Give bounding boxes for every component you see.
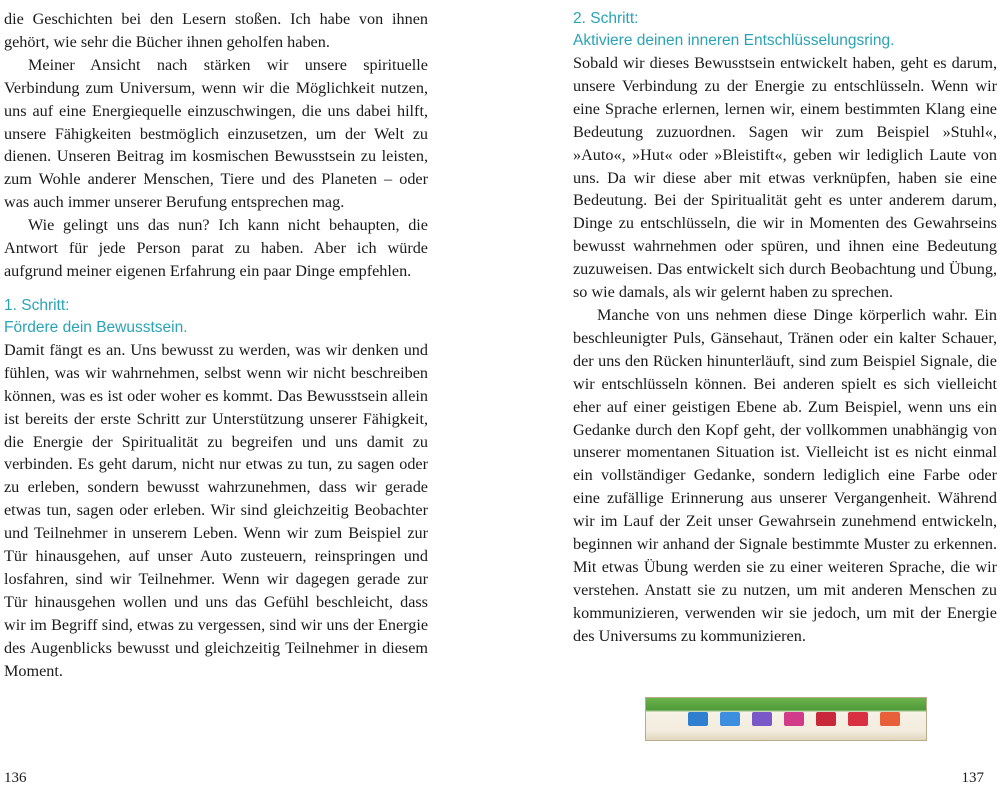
color-swatch [848, 712, 868, 726]
left-paragraph-1: Meiner Ansicht nach stärken wir unsere spirituelle Verbindung zum Universum, wenn wir die Möglichkeit nutzen, uns auf eine Energiequelle einzuschwingen, die uns dabei hilft, unsere Fähigkeiten bestmöglich einzusetzen, um der Welt zu dienen. Unseren Beitrag im kosmischen Bewusstsein zu leisten, zum Wohle anderer Menschen, Tiere und des Planeten – oder was auch immer unserer Berufung entsprechen mag. [4, 55, 428, 212]
step2-label: 2. Schritt: [573, 10, 639, 27]
color-swatch [752, 712, 772, 726]
step2-body: Sobald wir dieses Bewusstsein entwickelt haben, geht es darum, unsere Verbindung zu der Energie zu entschlüsseln. Wenn wir eine Sprache erlernen, lernen wir, einem bestimmten Klang eine Bedeutung zuzuordnen. Sagen wir zum Beispiel »Stuhl«, »Auto«, »Hut« oder »Bleistift«, geben wir lediglich Laute von uns. Da wir diese aber mit etwas verknüpfen, haben sie eine Bedeutung. Bei der Spiritualität geht es unter anderem darum, Dinge zu entschlüsseln, die wir in Momenten des Gewahrseins bewusst wahrnehmen oder spüren, und ihnen eine Bedeutung zuzuweisen. Das entwickelt sich durch Beobachtung und Übung, so wie damals, als wir gelernt haben zu sprechen. [573, 54, 997, 302]
right-paragraph-2: Manche von uns nehmen diese Dinge körperlich wahr. Ein beschleunigter Puls, Gänsehaut, Tränen oder ein kalter Schauer, der uns den Rücken hinunterläuft, sind zum Beispiel Signale, die wir entschlüsseln können. Bei anderen spielt es sich vielleicht eher auf einer geistigen Ebene ab. Zum Beispiel, wenn uns ein Gedanke durch den Kopf geht, der vollkommen unabhängig von unserer momentanen Situation ist. Vielleicht ist es nicht einmal ein vollständiger Gedanke, sondern lediglich eine Farbe oder eine zufällige Erinnerung aus unserer Vergangenheit. Während wir im Lauf der Zeit unser Gewahrsein zunehmend entwickeln, beginnen wir anhand der Signale bestimmte Muster zu erkennen. Mit etwas Übung werden sie zu einer weiteren Sprache, die wir verstehen. Anstatt sie zu nutzen, um mit anderen Menschen zu kommunizieren, verwenden wir sie jedoch, um mit der Energie des Universums zu kommunizieren. [573, 305, 997, 645]
color-swatch [784, 712, 804, 726]
left-page [4, 8, 428, 682]
color-swatch [880, 712, 900, 726]
left-intro-paragraph: die Geschichten bei den Lesern stoßen. Ich habe von ihnen gehört, wie sehr die Bücher ihnen geholfen haben. [4, 10, 428, 51]
step1-body: Damit fängt es an. Uns bewusst zu werden, was wir denken und fühlen, was wir wahrnehmen, selbst wenn wir nicht beschreiben können, was es ist oder woher es kommt. Das Bewusstsein allein ist bereits der erste Schritt zur Unterstützung unserer Fähigkeit, die Energie der Spiritualität zu begreifen und uns damit zu verbinden. Es geht darum, nicht nur etwas zu tun, zu sagen oder zu erleben, sondern bewusst wahrzunehmen, dass wir gerade etwas tun, sagen oder erleben. Wir sind gleichzeitig Beobachter und Teilnehmer in unserem Leben. Wenn wir zum Beispiel zur Tür hinausgehen, auf unser Auto zusteuern, reinspringen und losfahren, sind wir Teilnehmer. Wenn wir dagegen gerade zur Tür hinausgehen wollen und uns das Gefühl beschleicht, dass wir im Begriff sind, etwas zu vergessen, sind wir uns der Energie des Augenblicks bewusst und gleichzeitig Teilnehmer in diesem Moment. [4, 340, 428, 680]
step1-label: 1. Schritt: [4, 296, 70, 314]
left-paragraph-2: Wie gelingt uns das nun? Ich kann nicht behaupten, die Antwort für jede Person parat zu haben. Aber ich würde aufgrund meiner eigenen Erfahrung ein paar Dinge empfehlen. [4, 216, 428, 280]
page-number-right: 137 [961, 770, 984, 786]
color-swatch [688, 712, 708, 726]
color-swatch-strip-illustration [645, 697, 927, 741]
color-swatch [816, 712, 836, 726]
color-swatch [720, 712, 740, 726]
page-number-left: 136 [4, 770, 27, 786]
right-page [573, 8, 997, 648]
step1-title: Fördere dein Bewusstsein. [4, 318, 188, 336]
step2-title: Aktiviere deinen inneren Entschlüsselungsring. [573, 32, 895, 49]
